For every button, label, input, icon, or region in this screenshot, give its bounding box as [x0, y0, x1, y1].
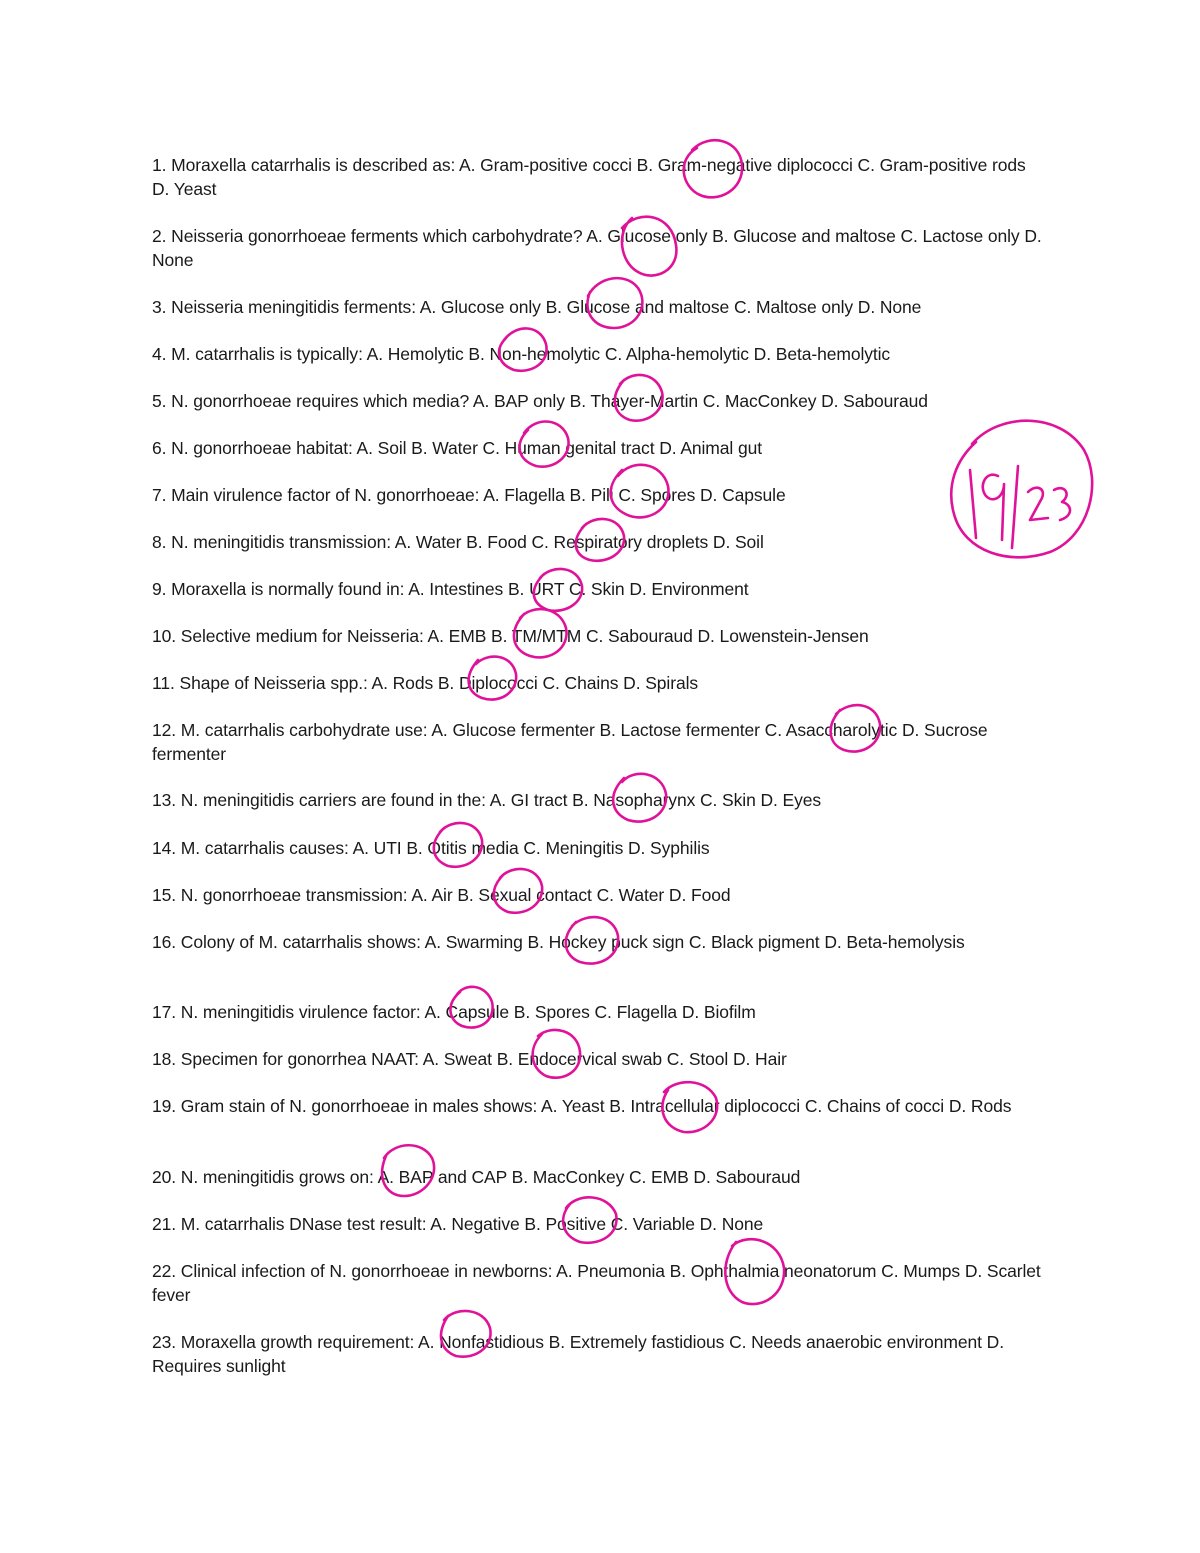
question-12: 12. M. catarrhalis carbohydrate use: A. Glucose fermenter B. Lactose fermenter C. Asaccharolytic D. Sucrose fermenter	[152, 720, 988, 764]
question-1: 1. Moraxella catarrhalis is described as: A. Gram-positive cocci B. Gram-negative diplococci C. Gram-positive rods D. Yeast	[152, 155, 1026, 199]
question-6: 6. N. gonorrhoeae habitat: A. Soil B. Water C. Human genital tract D. Animal gut	[152, 438, 762, 458]
question-3: 3. Neisseria meningitidis ferments: A. Glucose only B. Glucose and maltose C. Maltose only D. None	[152, 297, 922, 317]
question-21: 21. M. catarrhalis DNase test result: A. Negative B. Positive C. Variable D. None	[152, 1214, 764, 1234]
question-5: 5. N. gonorrhoeae requires which media? A. BAP only B. Thayer-Martin C. MacConkey D. Sabouraud	[152, 391, 928, 411]
score-mark	[951, 421, 1092, 558]
question-14: 14. M. catarrhalis causes: A. UTI B. Otitis media C. Meningitis D. Syphilis	[152, 838, 710, 858]
question-11: 11. Shape of Neisseria spp.: A. Rods B. Diplococci C. Chains D. Spirals	[152, 673, 699, 693]
question-8: 8. N. meningitidis transmission: A. Water B. Food C. Respiratory droplets D. Soil	[152, 532, 764, 552]
question-23: 23. Moraxella growth requirement: A. Nonfastidious B. Extremely fastidious C. Needs anaerobic environment D. Requires sunlight	[152, 1332, 1004, 1376]
question-10: 10. Selective medium for Neisseria: A. EMB B. TM/MTM C. Sabouraud D. Lowenstein-Jensen	[152, 626, 869, 646]
question-20: 20. N. meningitidis grows on: A. BAP and CAP B. MacConkey C. EMB D. Sabouraud	[152, 1167, 801, 1187]
question-16: 16. Colony of M. catarrhalis shows: A. Swarming B. Hockey puck sign C. Black pigment D. Beta-hemolysis	[152, 932, 965, 952]
question-15: 15. N. gonorrhoeae transmission: A. Air B. Sexual contact C. Water D. Food	[152, 885, 731, 905]
question-22: 22. Clinical infection of N. gonorrhoeae in newborns: A. Pneumonia B. Ophthalmia neonatorum C. Mumps D. Scarlet fever	[152, 1261, 1041, 1305]
question-18: 18. Specimen for gonorrhea NAAT: A. Sweat B. Endocervical swab C. Stool D. Hair	[152, 1049, 787, 1069]
question-9: 9. Moraxella is normally found in: A. Intestines B. URT C. Skin D. Environment	[152, 579, 749, 599]
question-19: 19. Gram stain of N. gonorrhoeae in males shows: A. Yeast B. Intracellular diplococci C. Chains of cocci D. Rods	[152, 1096, 1012, 1116]
question-4: 4. M. catarrhalis is typically: A. Hemolytic B. Non-hemolytic C. Alpha-hemolytic D. Beta-hemolytic	[152, 344, 891, 364]
question-7: 7. Main virulence factor of N. gonorrhoeae: A. Flagella B. Pili C. Spores D. Capsule	[152, 485, 786, 505]
question-17: 17. N. meningitidis virulence factor: A. Capsule B. Spores C. Flagella D. Biofilm	[152, 1002, 756, 1022]
question-13: 13. N. meningitidis carriers are found in the: A. GI tract B. Nasopharynx C. Skin D. Eyes	[152, 790, 822, 810]
question-2: 2. Neisseria gonorrhoeae ferments which carbohydrate? A. Glucose only B. Glucose and maltose C. Lactose only D. None	[152, 226, 1042, 270]
